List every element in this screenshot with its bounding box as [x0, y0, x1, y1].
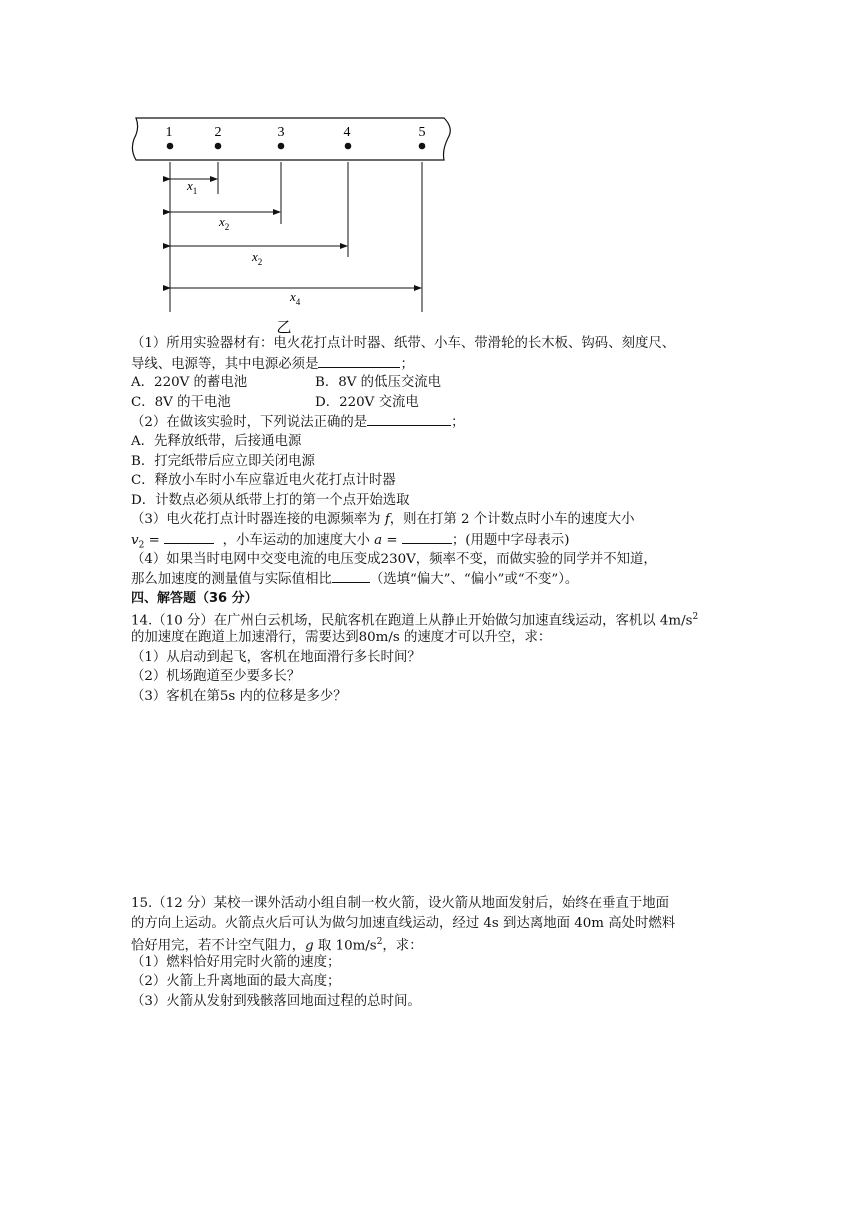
q1-option-c[interactable]: C．8V 的干电池 [131, 394, 231, 410]
point-label-4: 4 [343, 125, 351, 140]
q1-options-cd [131, 393, 751, 413]
q14-sub3: （3）客机在第5s 内的位移是多少？ [131, 688, 347, 704]
dot-3 [278, 143, 285, 150]
q1-line1: （1）所用实验器材有：电火花打点计时器、纸带、小车、带滑轮的长木板、钩码、刻度尺、 [131, 336, 676, 351]
q2-option-d[interactable]: D．计数点必须从纸带上打的第一个点开始选取 [131, 492, 410, 508]
q14-sub1: （1）从启动到起飞，客机在地面滑行多长时间？ [131, 649, 421, 665]
q3-line2: $v_2$ = ，小车运动的加速度大小 a = ；(用题中字母表示) [131, 530, 751, 550]
q15-line1: 15.（12 分）某校一课外活动小组自制一枚火箭，设火箭从地面发射后，始终在垂直于地面 [131, 896, 670, 911]
q14-sub2: （2）机场跑道至少要多长？ [131, 669, 301, 685]
answer-blank[interactable] [367, 412, 451, 426]
answer-blank[interactable] [402, 530, 452, 544]
point-label-5: 5 [418, 125, 426, 140]
answer-blank[interactable] [332, 569, 370, 583]
q2-stem: （2）在做该实验时，下列说法正确的是 ； [131, 412, 751, 432]
q15-block [131, 894, 751, 1012]
q2-option-a[interactable]: A．先释放纸带，后接通电源 [131, 433, 302, 449]
point-label-1: 1 [165, 125, 173, 140]
q1-line2: 导线、电源等，其中电源必须是 ； [131, 354, 751, 374]
dot-1 [167, 143, 174, 150]
q1-option-d[interactable]: D．220V 交流电 [315, 394, 419, 410]
tape-diagram [126, 106, 456, 338]
label-x3: $x_2$ [252, 249, 263, 267]
answer-blank[interactable] [164, 530, 214, 544]
section-title: 四、解答题（36 分） [131, 590, 258, 606]
label-x2: $x_2$ [219, 214, 230, 232]
dot-5 [419, 143, 426, 150]
questions-block [131, 334, 751, 706]
q4-line2: 那么加速度的测量值与实际值相比 （选填“偏大”、“偏小”或“不变”）。 [131, 569, 751, 589]
q1-options-ab [131, 373, 751, 393]
q15-line3: 恰好用完，若不计空气阻力，g 取 $10m/s^2$，求： [131, 937, 423, 954]
q4-line1: （4）如果当时电网中交变电流的电压变成230V，频率不变，而做实验的同学并不知道， [131, 551, 657, 567]
q14-line1: 14.（10 分）在广州白云机场，民航客机在跑道上从静止开始做匀加速直线运动，客机以 $4m/s^2$ [131, 612, 699, 629]
q15-line2: 的方向上运动。火箭点火后可认为做匀加速直线运动，经过 4s 到达离地面 40m 高处时燃料 [131, 915, 676, 931]
q3-line1: （3）电火花打点计时器连接的电源频率为 f，则在打第 2 个计数点时小车的速度大小 [131, 512, 635, 528]
ticker-tape-figure [126, 106, 456, 338]
q14-line2: 的加速度在跑道上加速滑行，需要达到80m/s 的速度才可以升空，求： [131, 629, 552, 645]
answer-blank[interactable] [318, 354, 400, 368]
dot-4 [345, 143, 352, 150]
q2-option-b[interactable]: B．打完纸带后应立即关闭电源 [131, 453, 315, 469]
q1-option-b[interactable]: B．8V 的低压交流电 [315, 375, 442, 391]
label-x4: $x_4$ [290, 289, 301, 307]
q2-option-c[interactable]: C．释放小车时小车应靠近电火花打点计时器 [131, 473, 396, 489]
point-label-3: 3 [277, 125, 285, 140]
dot-2 [215, 143, 222, 150]
q1-option-a[interactable]: A．220V 的蓄电池 [131, 375, 248, 391]
figure-caption: 乙 [276, 320, 292, 336]
tape-outline [132, 118, 450, 160]
label-x1: $x_1$ [187, 178, 198, 196]
point-label-2: 2 [214, 125, 222, 140]
q15-sub1: （1）燃料恰好用完时火箭的速度； [131, 954, 341, 970]
q15-sub2: （2）火箭上升离地面的最大高度； [131, 974, 341, 990]
q15-sub3: （3）火箭从发射到残骸落回地面过程的总时间。 [131, 993, 421, 1009]
